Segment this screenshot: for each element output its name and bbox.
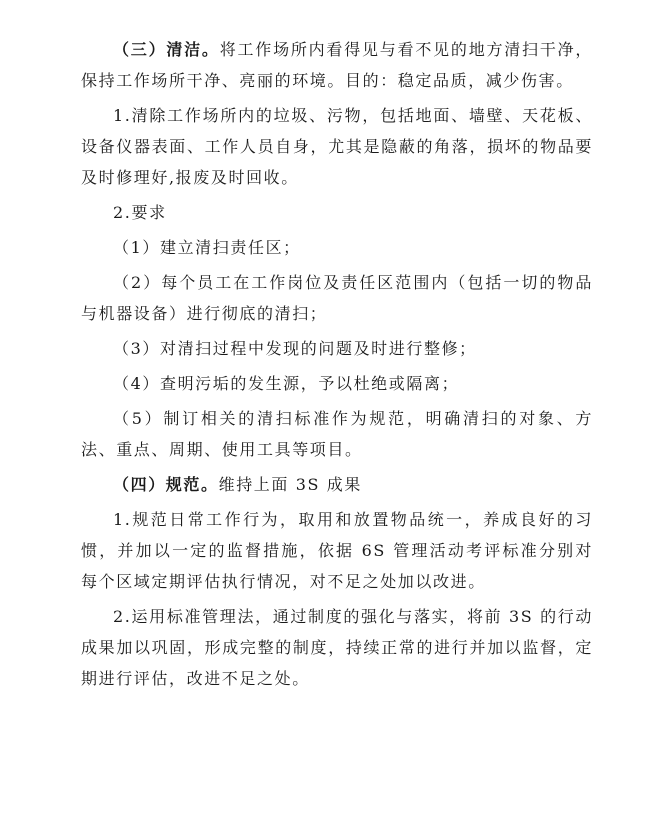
requirement-1: （1）建立清扫责任区； <box>113 238 301 257</box>
standardize-item-1: 1.规范日常工作行为，取用和放置物品统一，养成良好的习惯，并加以一定的监督措施，依据 6S 管理活动考评标准分别对每个区域定期评估执行情况，对不足之处加以改进。 <box>81 510 593 591</box>
requirement-3: （3）对清扫过程中发现的问题及时进行整修； <box>113 339 477 358</box>
section-3-title: （三）清洁。 <box>113 40 220 59</box>
requirement-5: （5）制订相关的清扫标准作为规范，明确清扫的对象、方法、重点、周期、使用工具等项目。 <box>81 409 593 459</box>
section-3-text: 将工作场所内看得见与看不见的地方清扫干净，保持工作场所干净、亮丽的环境。目的：稳定品质，减少伤害。 <box>81 40 593 90</box>
section-4-title: （四）规范。 <box>113 475 219 494</box>
section-4-standardize <box>81 469 593 500</box>
requirement-4: （4）查明污垢的发生源，予以杜绝或隔离； <box>113 374 460 393</box>
section-4-text: 维持上面 3S 成果 <box>218 475 362 494</box>
standardize-item-2: 2.运用标准管理法，通过制度的强化与落实，将前 3S 的行动成果加以巩固，形成完整的制度，持续正常的进行并加以监督，定期进行评估，改进不足之处。 <box>81 607 593 688</box>
cleaning-item-2-heading: 2.要求 <box>113 203 167 222</box>
requirement-2: （2）每个员工在工作岗位及责任区范围内（包括一切的物品与机器设备）进行彻底的清扫； <box>81 273 593 323</box>
cleaning-item-1: 1.清除工作场所内的垃圾、污物，包括地面、墙壁、天花板、设备仪器表面、工作人员自身，尤其是隐蔽的角落，损坏的物品要及时修理好,报废及时回收。 <box>81 106 593 187</box>
section-3-cleaning <box>81 34 593 96</box>
